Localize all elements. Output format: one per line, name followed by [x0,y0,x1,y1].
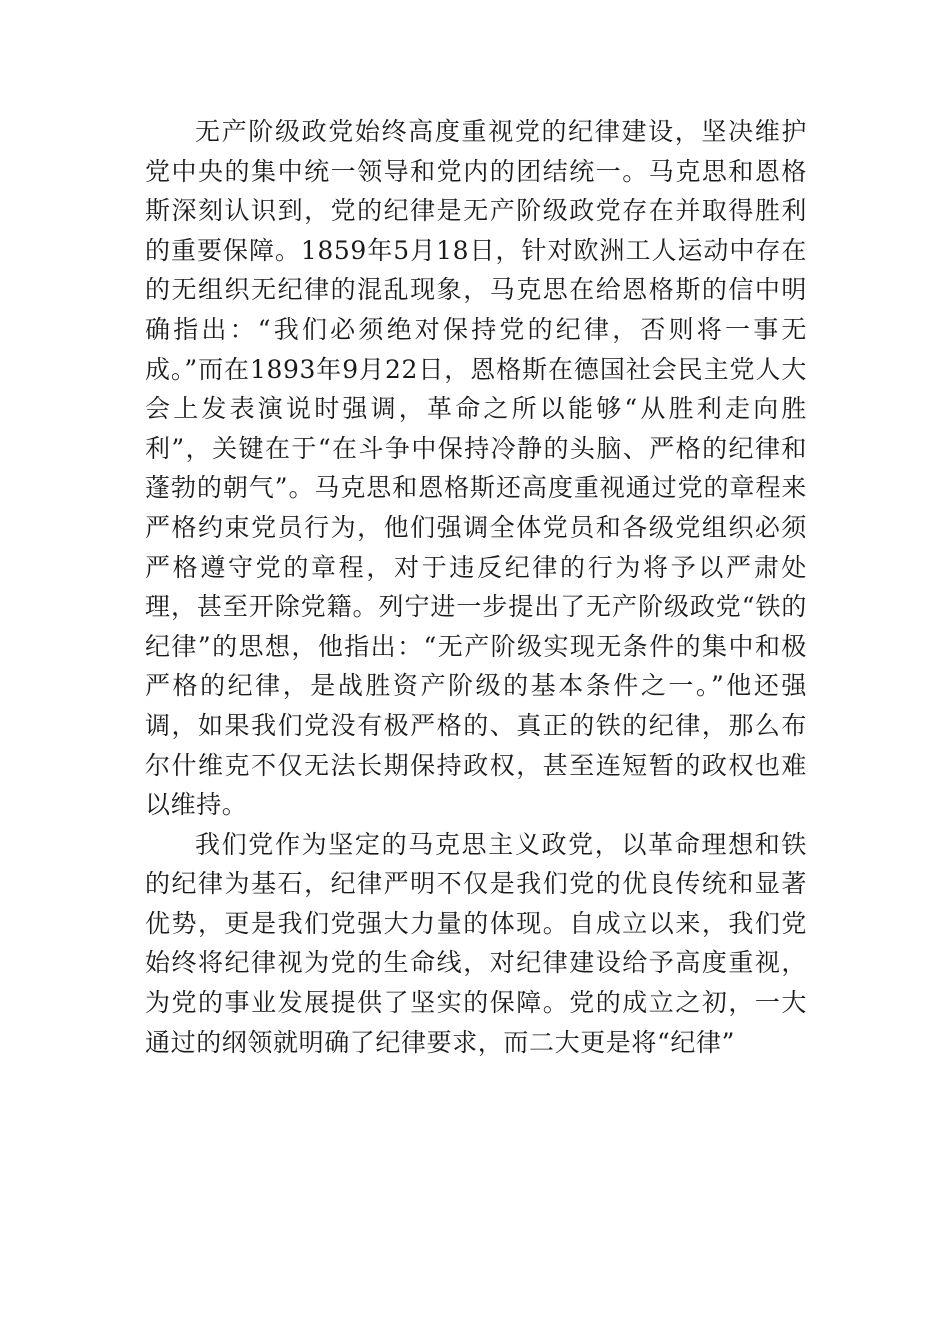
paragraph-1: 无产阶级政党始终高度重视党的纪律建设，坚决维护党中央的集中统一领导和党内的团结统一。马克思和恩格斯深刻认识到，党的纪律是无产阶级政党存在并取得胜利的重要保障。1859年5月18日，针对欧洲工人运动中存在的无组织无纪律的混乱现象，马克思在给恩格斯的信中明确指出：“我们必须绝对保持党的纪律，否则将一事无成。”而在1893年9月22日，恩格斯在德国社会民主党人大会上发表演说时强调，革命之所以能够“从胜利走向胜利”，关键在于“在斗争中保持冷静的头脑、严格的纪律和蓬勃的朝气”。马克思和恩格斯还高度重视通过党的章程来严格约束党员行为，他们强调全体党员和各级党组织必须严格遵守党的章程，对于违反纪律的行为将予以严肃处理，甚至开除党籍。列宁进一步提出了无产阶级政党“铁的纪律”的思想，他指出：“无产阶级实现无条件的集中和极严格的纪律，是战胜资产阶级的基本条件之一。”他还强调，如果我们党没有极严格的、真正的铁的纪律，那么布尔什维克不仅无法长期保持政权，甚至连短暂的政权也难以维持。 [145,117,807,820]
body-text [145,112,807,1062]
paragraph-2: 我们党作为坚定的马克思主义政党，以革命理想和铁的纪律为基石，纪律严明不仅是我们党的优良传统和显著优势，更是我们党强大力量的体现。自成立以来，我们党始终将纪律视为党的生命线，对纪律建设给予高度重视，为党的事业发展提供了坚实的保障。党的成立之初，一大通过的纲领就明确了纪律要求，而二大更是将“纪律” [145,829,807,1057]
